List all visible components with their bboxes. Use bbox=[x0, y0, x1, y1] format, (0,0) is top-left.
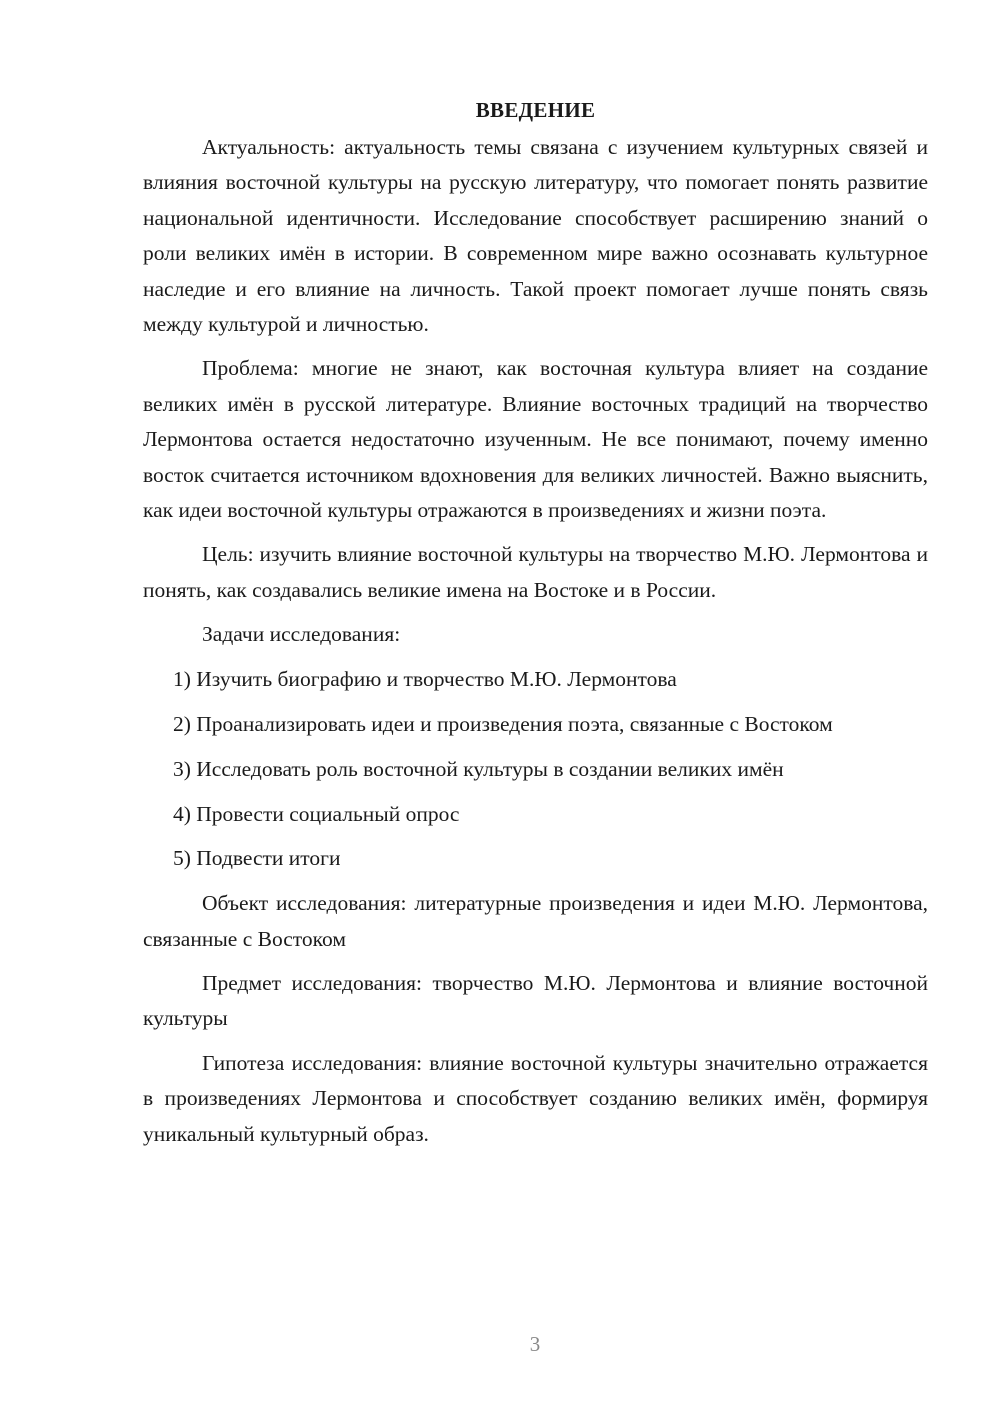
list-item: 5) Подвести итоги bbox=[173, 846, 341, 871]
subject-paragraph: Предмет исследования: творчество М.Ю. Лермонтова и влияние восточной культуры bbox=[143, 970, 928, 1031]
tasks-list bbox=[143, 662, 928, 877]
relevance-paragraph: Актуальность: актуальность темы связана с изучением культурных связей и влияния восточной культуры на русскую литературу, что помогает понять развитие национальной идентичности. Исследование способствует расширению знаний о роли великих имён в истории. В современном мире важно осознавать культурное наследие и его влияние на личность. Такой проект помогает лучше понять связь между культурой и личностью. bbox=[143, 135, 928, 337]
section-title: ВВЕДЕНИЕ bbox=[475, 98, 596, 122]
goal-paragraph: Цель: изучить влияние восточной культуры на творчество М.Ю. Лермонтова и понять, как создавались великие имена на Востоке и в России. bbox=[143, 542, 928, 602]
page-number: 3 bbox=[529, 1332, 541, 1356]
object-paragraph: Объект исследования: литературные произведения и идеи М.Ю. Лермонтова, связанные с Востоком bbox=[143, 891, 928, 951]
list-item: 3) Исследовать роль восточной культуры в создании великих имён bbox=[173, 756, 784, 781]
document-page bbox=[143, 92, 928, 1161]
list-item: 2) Проанализировать идеи и произведения поэта, связанные с Востоком bbox=[173, 711, 833, 736]
problem-paragraph: Проблема: многие не знают, как восточная культура влияет на создание великих имён в русской литературе. Влияние восточных традиций на творчество Лермонтова остается недостаточно изученным. Не все понимают, почему именно восток считается источником вдохновения для великих личностей. Важно выяснить, как идеи восточной культуры отражаются в произведениях и жизни поэта. bbox=[143, 356, 928, 523]
tasks-heading: Задачи исследования: bbox=[202, 622, 401, 647]
hypothesis-paragraph: Гипотеза исследования: влияние восточной культуры значительно отражается в произведениях Лермонтова и способствует созданию великих имён, формируя уникальный культурный образ. bbox=[143, 1050, 928, 1146]
list-item: 1) Изучить биографию и творчество М.Ю. Лермонтова bbox=[173, 667, 677, 692]
list-item: 4) Провести социальный опрос bbox=[173, 801, 460, 826]
